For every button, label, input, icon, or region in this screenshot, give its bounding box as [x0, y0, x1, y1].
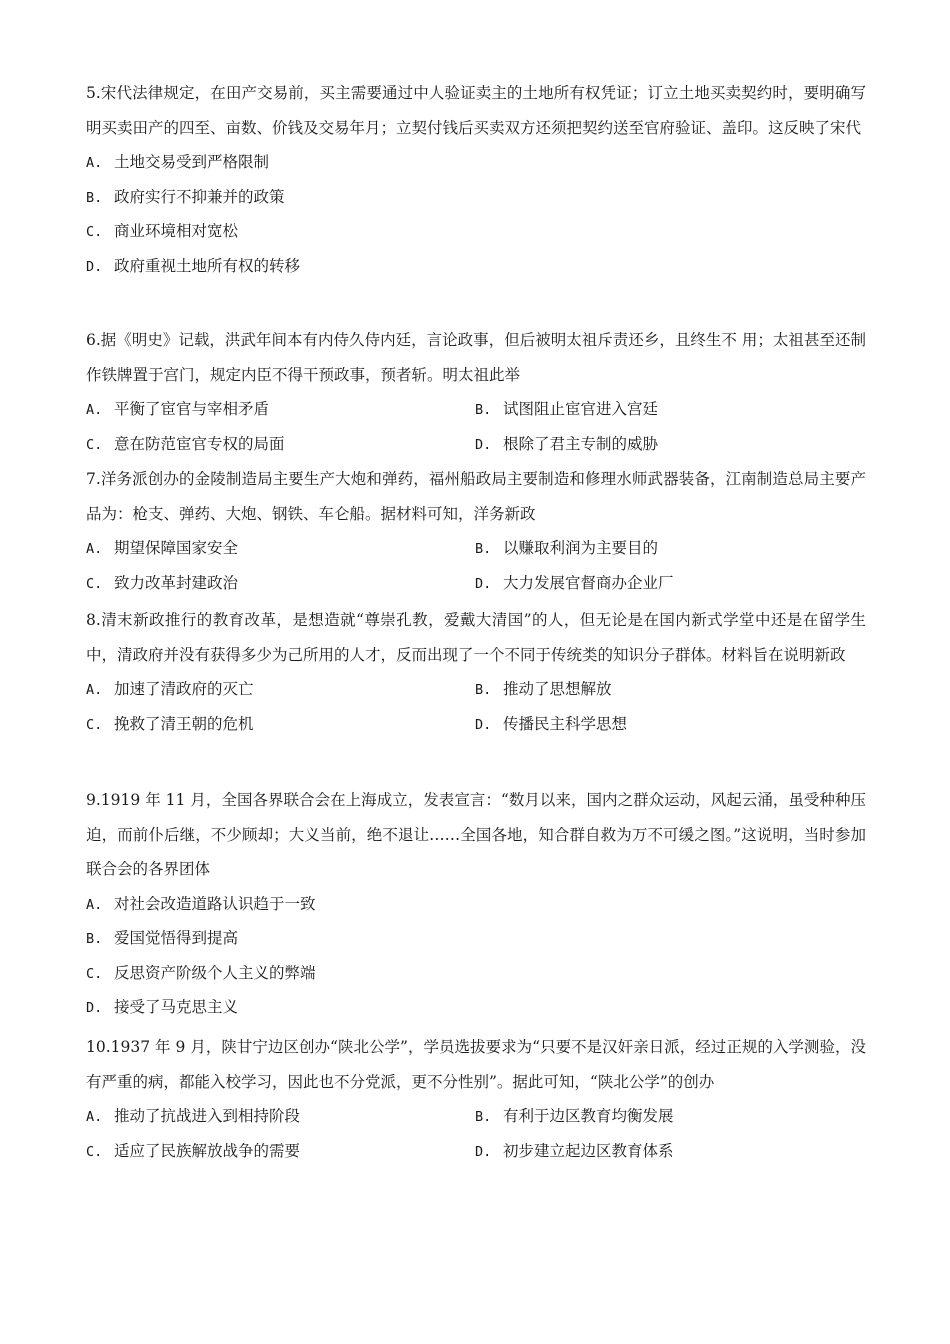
option-d[interactable]: D. 接受了马克思主义: [86, 998, 239, 1016]
option-row: [86, 566, 866, 601]
option-b[interactable]: B. 试图阻止宦官进入宫廷: [475, 400, 659, 418]
option-c[interactable]: C. 商业环境相对宽松: [86, 222, 239, 240]
option-row: [86, 707, 866, 742]
option-c[interactable]: C. 适应了民族解放战争的需要: [86, 1141, 301, 1160]
question-stem: [86, 603, 866, 672]
option-d[interactable]: D. 初步建立起边区教育体系: [475, 1141, 674, 1160]
question-text: 1937 年 9 月，陕甘宁边区创办“陕北公学”，学员选拔要求为“只要不是汉奸亲日派，经过正规的入学测验，没有严重的病，都能入校学习，因此也不分党派，更不分性别”。据此可知，“陕北公学”的创办: [86, 1038, 866, 1091]
option-b[interactable]: B. 推动了思想解放: [475, 680, 612, 698]
option-d[interactable]: D. 大力发展官督商办企业厂: [475, 573, 674, 592]
option-b[interactable]: B. 爱国觉悟得到提高: [86, 929, 239, 947]
question-stem: [86, 1030, 866, 1099]
option-a[interactable]: A. 推动了抗战进入到相持阶段: [86, 1107, 301, 1125]
option-a[interactable]: A. 对社会改造道路认识趋于一致: [86, 894, 316, 913]
question-number: 9.: [86, 791, 101, 809]
option-row: [86, 1099, 866, 1134]
option-row: [86, 672, 866, 707]
question-6: [86, 323, 866, 461]
question-stem: [86, 323, 866, 392]
question-text: 据《明史》记载，洪武年间本有内侍久侍内廷，言论政事，但后被明太祖斥责还乡，且终生不 用；太祖甚至还制作铁牌置于宫门，规定内臣不得干预政事，预者斩。明太祖此举: [86, 331, 866, 384]
option-a[interactable]: A. 期望保障国家安全: [86, 539, 239, 557]
option-row: [86, 427, 866, 462]
question-number: 8.: [86, 611, 101, 629]
question-number: 6.: [86, 331, 101, 349]
option-row: [86, 1134, 866, 1169]
option-a[interactable]: A. 平衡了宦官与宰相矛盾: [86, 400, 270, 418]
option-d[interactable]: D. 传播民主科学思想: [475, 714, 628, 733]
question-text: 洋务派创办的金陵制造局主要生产大炮和弹药，福州船政局主要制造和修理水师武器装备，江南制造总局主要产品为：枪支、弹药、大炮、钢铁、车仑船。据材料可知，洋务新政: [86, 470, 866, 523]
option-d[interactable]: D. 政府重视土地所有权的转移: [86, 256, 301, 275]
question-8: [86, 603, 866, 741]
question-10: [86, 1030, 866, 1168]
option-row: [86, 531, 866, 566]
question-text: 清末新政推行的教育改革，是想造就“尊崇孔教，爱戴大清国”的人，但无论是在国内新式学堂中还是在留学生中，清政府并没有获得多少为己所用的人才，反而出现了一个不同于传统类的知识分子群体。材料旨在说明新政: [86, 611, 866, 664]
option-b[interactable]: B. 政府实行不抑兼并的政策: [86, 187, 285, 206]
question-text: 1919 年 11 月，全国各界联合会在上海成立，发表宣言：“数月以来，国内之群众运动，风起云涌，虽受种种压迫，而前仆后继，不少顾却；大义当前，绝不退让……全国各地，知合群自救为万不可缓之图。”这说明，当时参加联合会的各界团体: [86, 791, 866, 878]
question-7: [86, 462, 866, 600]
option-c[interactable]: C. 致力改革封建政治: [86, 573, 239, 592]
question-9: [86, 783, 866, 1025]
option-row: [86, 392, 866, 427]
question-stem: [86, 76, 866, 145]
option-c[interactable]: C. 意在防范宦官专权的局面: [86, 434, 285, 453]
question-5: [86, 76, 866, 283]
option-a[interactable]: A. 加速了清政府的灭亡: [86, 680, 254, 698]
question-number: 10.: [86, 1038, 111, 1056]
question-number: 7.: [86, 470, 101, 488]
question-stem: [86, 783, 866, 887]
option-b[interactable]: B. 有利于边区教育均衡发展: [475, 1107, 674, 1125]
question-text: 宋代法律规定，在田产交易前，买主需要通过中人验证卖主的土地所有权凭证；订立土地买卖契约时，要明确写明买卖田产的四至、亩数、价钱及交易年月；立契付钱后买卖双方还须把契约送至官府验证、盖印。这反映了宋代: [86, 84, 866, 137]
option-d[interactable]: D. 根除了君主专制的威胁: [475, 434, 659, 453]
option-c[interactable]: C. 挽救了清王朝的危机: [86, 714, 254, 733]
option-a[interactable]: A. 土地交易受到严格限制: [86, 153, 270, 171]
option-b[interactable]: B. 以赚取利润为主要目的: [475, 539, 659, 557]
question-stem: [86, 462, 866, 531]
option-c[interactable]: C. 反思资产阶级个人主义的弊端: [86, 963, 316, 982]
question-number: 5.: [86, 84, 101, 102]
